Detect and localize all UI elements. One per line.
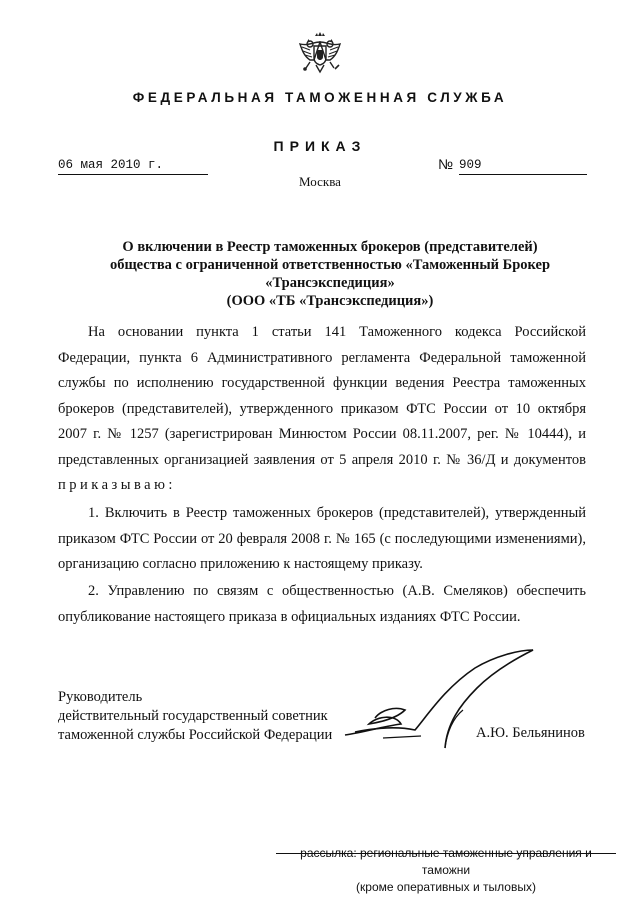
title-line: (ООО «ТБ «Трансэкспедиция») — [226, 293, 434, 309]
distribution-line: (кроме оперативных и тыловых) — [356, 880, 536, 894]
handwritten-signature — [335, 640, 565, 760]
order-number: 909 — [459, 158, 587, 175]
distribution-divider — [276, 853, 616, 854]
document-type: ПРИКАЗ — [273, 138, 367, 154]
signatory-name: А.Ю. Бельянинов — [476, 725, 585, 741]
order-date: 06 мая 2010 г. — [58, 158, 208, 175]
title-line: «Трансэкспедиция» — [265, 275, 395, 291]
position-line: Руководитель — [58, 689, 143, 705]
position-line: таможенной службы Российской Федерации — [58, 727, 333, 743]
order-title — [60, 238, 600, 310]
distribution-line: рассылка: региональные таможенные управления и таможни — [300, 846, 592, 877]
position-line: действительный государственный советник — [58, 708, 328, 724]
order-item-1: 1. Включить в Реестр таможенных брокеров (представителей), утвержденный приказом ФТС России от 20 февраля 2008 г. № 165 (с последующими изменениями), организацию согласно приложению к настоящему приказу. — [58, 505, 586, 572]
order-item-2: 2. Управлению по связям с общественностью (А.В. Смеляков) обеспечить опубликование настоящего приказа в официальных изданиях ФТС России. — [58, 583, 586, 625]
order-word: приказываю: — [58, 477, 176, 493]
order-number-label: № — [438, 156, 454, 172]
title-line: О включении в Реестр таможенных брокеров (представителей) — [122, 239, 538, 255]
signatory-position — [58, 688, 332, 745]
city: Москва — [299, 174, 341, 189]
coat-of-arms-icon — [296, 30, 344, 78]
title-line: общества с ограниченной ответственностью «Таможенный Брокер — [109, 257, 551, 273]
preamble-paragraph — [58, 320, 586, 499]
preamble-text: На основании пункта 1 статьи 141 Таможенного кодекса Российской Федерации, пункта 6 Административного регламента Федеральной таможенной службы по исполнению государственной функции ведения Реестра таможенных брокеров (представителей), утвержденного приказом ФТС России от 10 октября 2007 г. № 1257 (зарегистрирован Минюстом России 08.11.2007, рег. № 10444), и представленных организацией заявления от 5 апреля 2010 г. № 36/Д и документов — [58, 324, 586, 468]
agency-name: ФЕДЕРАЛЬНАЯ ТАМОЖЕННАЯ СЛУЖБА — [132, 90, 508, 105]
